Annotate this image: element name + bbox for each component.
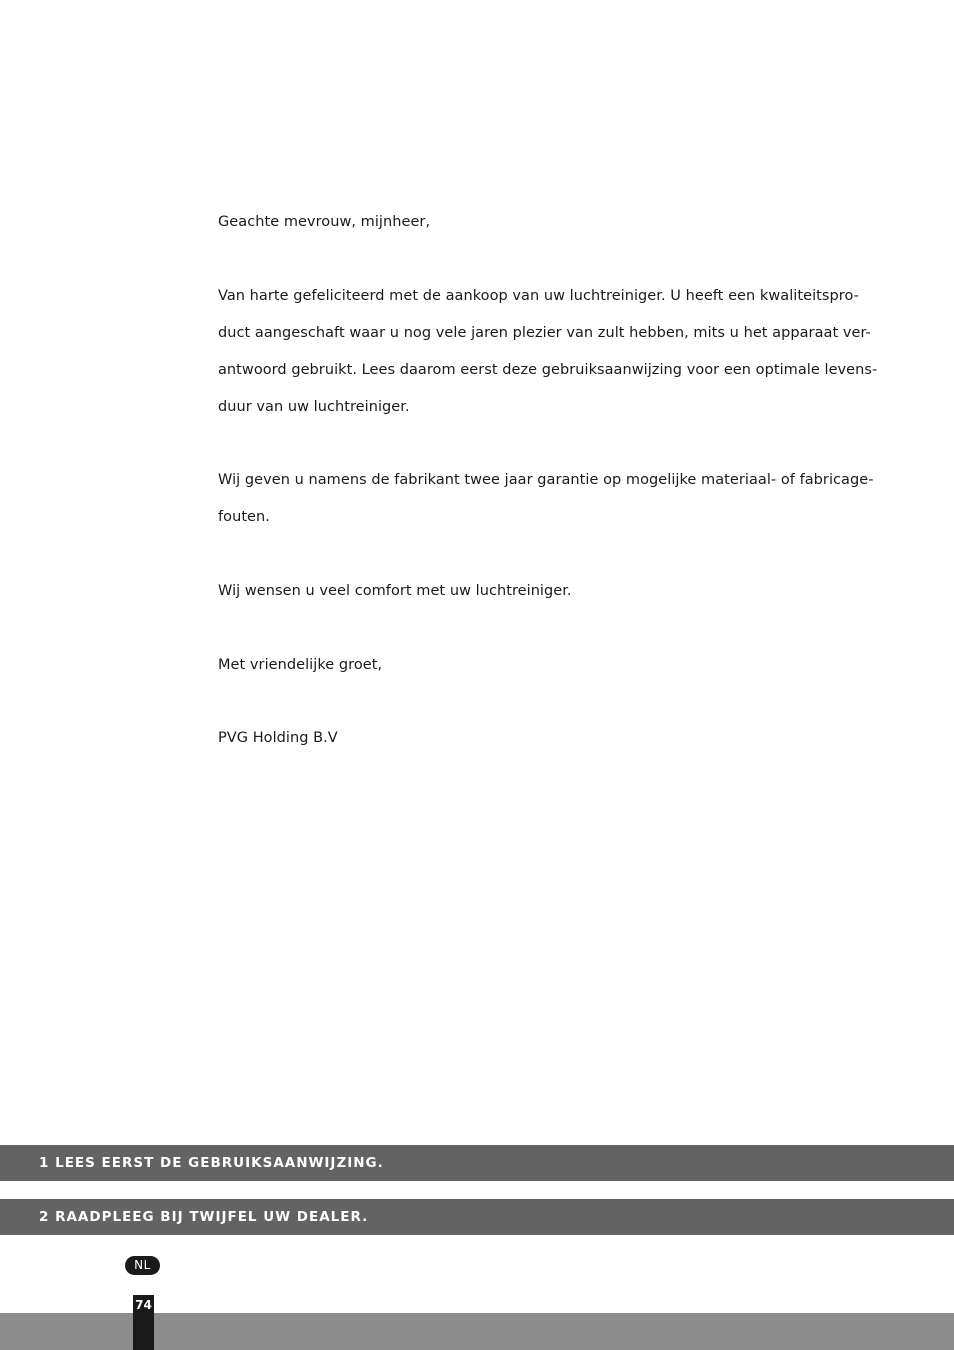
instruction-banner-2: 2 RAADPLEEG BIJ TWIJFEL UW DEALER. bbox=[0, 1199, 954, 1235]
language-badge: NL bbox=[125, 1256, 160, 1275]
page-number-tab bbox=[133, 1295, 154, 1350]
paragraph-1-line-1: Van harte gefeliciteerd met de aankoop van uw luchtreiniger. U heeft een kwaliteitspro- bbox=[218, 288, 859, 304]
paragraph-1-line-3: antwoord gebruikt. Lees daarom eerst deze gebruiksaanwijzing voor een optimale levens- bbox=[218, 362, 878, 378]
closing: Met vriendelijke groet, bbox=[218, 657, 383, 673]
salutation: Geachte mevrouw, mijnheer, bbox=[218, 214, 431, 230]
instruction-banner-1: 1 LEES EERST DE GEBRUIKSAANWIJZING. bbox=[0, 1145, 954, 1181]
paragraph-2-line-1: Wij geven u namens de fabrikant twee jaar garantie op mogelijke materiaal- of fabricage- bbox=[218, 472, 874, 488]
signature: PVG Holding B.V bbox=[218, 730, 338, 746]
paragraph-3: Wij wensen u veel comfort met uw luchtreiniger. bbox=[218, 583, 572, 599]
paragraph-1-line-2: duct aangeschaft waar u nog vele jaren plezier van zult hebben, mits u het apparaat ver- bbox=[218, 325, 871, 341]
page-number: 74 bbox=[135, 1298, 152, 1312]
paragraph-1-line-4: duur van uw luchtreiniger. bbox=[218, 399, 410, 415]
paragraph-2-line-2: fouten. bbox=[218, 509, 270, 525]
